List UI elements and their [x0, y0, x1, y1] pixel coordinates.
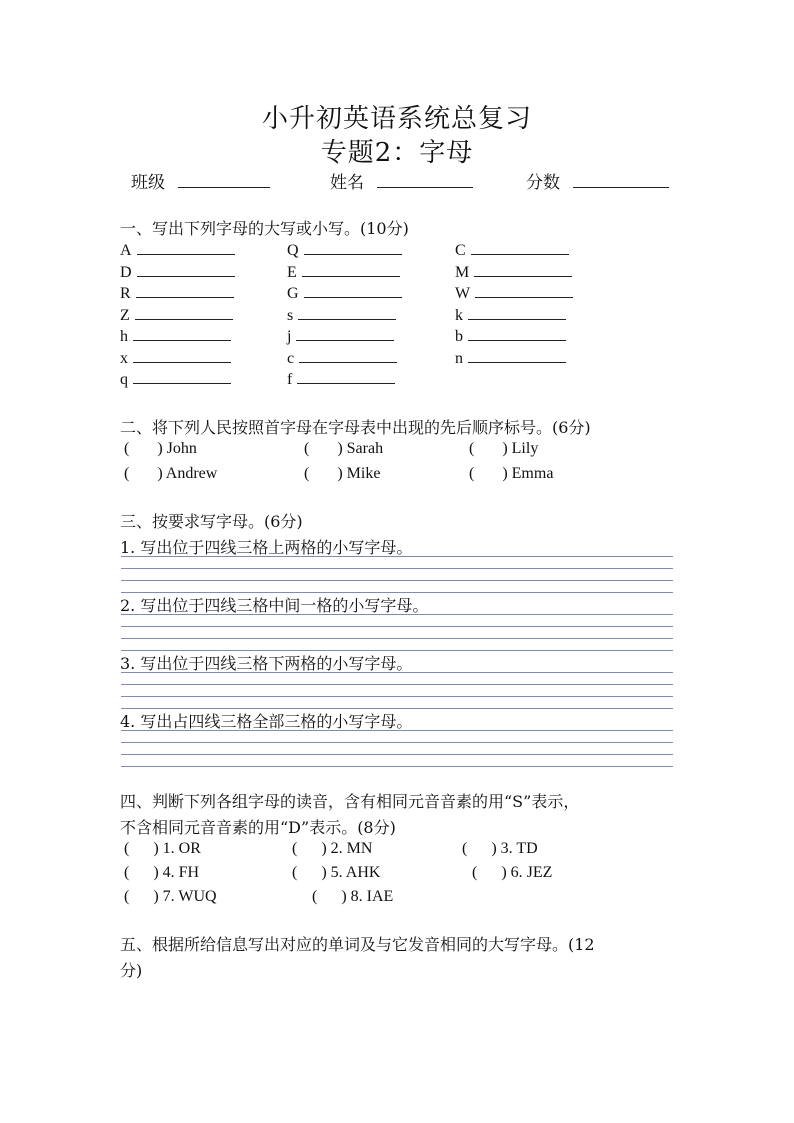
judge-item [124, 888, 217, 906]
judge-label: 6. JEZ [506, 864, 553, 881]
letter-item [120, 305, 233, 325]
judge-item [292, 840, 372, 858]
answer-blank[interactable] [133, 326, 231, 341]
answer-blank[interactable] [296, 326, 394, 341]
letter-label: A [120, 242, 132, 259]
letter-item [287, 240, 402, 260]
letter-item [287, 369, 395, 389]
class-field [131, 168, 270, 193]
letter-item [455, 326, 566, 346]
answer-blank[interactable] [298, 305, 396, 320]
answer-parentheses[interactable]: ( ) [312, 888, 347, 905]
section2-heading: 二、将下列人民按照首字母在字母表中出现的先后顺序标号。(6分) [120, 418, 591, 437]
letter-label: E [287, 263, 297, 281]
answer-parentheses[interactable]: ( ) [292, 840, 327, 857]
answer-blank[interactable] [471, 240, 569, 255]
answer-blank[interactable] [468, 348, 566, 363]
class-blank[interactable] [178, 175, 270, 188]
judge-label: 8. IAE [346, 888, 394, 905]
letter-label: q [120, 371, 128, 388]
letter-item [120, 326, 231, 346]
section4-heading-line2: 不含相同元音音素的用“D”表示。(8分) [120, 818, 396, 837]
name-item [304, 465, 380, 483]
name-item [304, 440, 383, 458]
answer-blank[interactable] [468, 326, 566, 341]
judge-item [292, 864, 380, 882]
answer-blank[interactable] [304, 283, 402, 298]
answer-blank[interactable] [133, 348, 231, 363]
section5-heading-line2: 分) [120, 961, 143, 980]
name-item [469, 465, 553, 483]
letter-item [455, 305, 566, 325]
letter-item [120, 348, 231, 368]
letter-label: D [120, 263, 132, 281]
letter-label: Z [120, 306, 130, 324]
letter-item [120, 262, 235, 282]
answer-blank[interactable] [136, 283, 234, 298]
letter-label: f [287, 371, 293, 388]
name-label: Andrew [162, 465, 218, 482]
name-label: Emma [507, 465, 554, 482]
answer-blank[interactable] [135, 305, 233, 320]
answer-parentheses[interactable]: ( ) [124, 840, 159, 857]
four-line-grid-4[interactable] [121, 730, 673, 778]
answer-blank[interactable] [133, 369, 231, 384]
score-field [526, 168, 669, 193]
answer-parentheses[interactable]: ( ) [124, 888, 159, 905]
answer-parentheses[interactable]: ( ) [469, 440, 508, 457]
letter-label: W [455, 285, 471, 302]
letter-item [287, 305, 396, 325]
letter-item [287, 348, 397, 368]
page-title: 小升初英语系统总复习 [261, 104, 532, 134]
section3-item-3: 3. 写出位于四线三格下两格的小写字母。 [120, 654, 413, 673]
judge-label: 3. TD [496, 840, 538, 857]
name-label: Sarah [342, 440, 384, 457]
letter-label: R [120, 285, 131, 302]
answer-blank[interactable] [137, 262, 235, 277]
letter-label: c [287, 349, 295, 367]
letter-label: j [287, 328, 292, 345]
answer-parentheses[interactable]: ( ) [292, 864, 327, 881]
letter-item [287, 283, 402, 303]
answer-blank[interactable] [474, 262, 572, 277]
letter-item [120, 369, 231, 389]
name-item [469, 440, 538, 458]
answer-blank[interactable] [299, 348, 397, 363]
name-item [124, 465, 217, 483]
letter-item [455, 283, 573, 303]
name-label: 姓名 [330, 173, 364, 193]
class-label: 班级 [131, 173, 165, 193]
judge-item [462, 840, 538, 858]
judge-item [472, 864, 552, 882]
letter-item [287, 326, 394, 346]
section4-heading-line1: 四、判断下列各组字母的读音，含有相同元音音素的用“S”表示， [120, 792, 580, 811]
judge-item [312, 888, 393, 906]
name-label: Mike [342, 465, 381, 482]
section3-heading: 三、按要求写字母。(6分) [120, 512, 303, 531]
answer-parentheses[interactable]: ( ) [124, 864, 159, 881]
judge-label: 2. MN [326, 840, 373, 857]
answer-parentheses[interactable]: ( ) [462, 840, 497, 857]
score-blank[interactable] [573, 175, 669, 188]
answer-blank[interactable] [468, 305, 566, 320]
letter-label: n [455, 349, 463, 367]
name-item [124, 440, 197, 458]
name-blank[interactable] [377, 175, 473, 188]
letter-label: h [120, 328, 128, 345]
judge-item [124, 840, 201, 858]
answer-parentheses[interactable]: ( ) [469, 465, 508, 482]
name-label: Lily [507, 440, 539, 457]
answer-parentheses[interactable]: ( ) [124, 465, 163, 482]
answer-blank[interactable] [304, 240, 402, 255]
letter-label: b [455, 328, 463, 345]
answer-parentheses[interactable]: ( ) [472, 864, 507, 881]
letter-item [120, 283, 234, 303]
judge-label: 7. WUQ [158, 888, 217, 905]
section3-item-1: 1. 写出位于四线三格上两格的小写字母。 [120, 538, 413, 557]
letter-label: M [455, 263, 470, 281]
judge-label: 4. FH [158, 864, 200, 881]
section3-item-4: 4. 写出占四线三格全部三格的小写字母。 [120, 712, 413, 731]
judge-label: 1. OR [158, 840, 201, 857]
answer-blank[interactable] [302, 262, 400, 277]
letter-item [120, 240, 235, 260]
name-field [330, 168, 473, 193]
letter-label: s [287, 306, 294, 324]
score-label: 分数 [526, 173, 560, 193]
answer-parentheses[interactable]: ( ) [124, 440, 163, 457]
section1-heading: 一、写出下列字母的大写或小写。(10分) [120, 219, 409, 238]
letter-label: Q [287, 242, 299, 259]
letter-item [455, 348, 566, 368]
page-subtitle: 专题2：字母 [320, 138, 474, 168]
judge-label: 5. AHK [326, 864, 381, 881]
answer-blank[interactable] [297, 369, 395, 384]
judge-item [124, 864, 199, 882]
section3-item-2: 2. 写出位于四线三格中间一格的小写字母。 [120, 596, 429, 615]
letter-label: k [455, 306, 463, 324]
letter-item [287, 262, 400, 282]
section5-heading-line1: 五、根据所给信息写出对应的单词及与它发音相同的大写字母。(12 [120, 935, 595, 954]
answer-blank[interactable] [475, 283, 573, 298]
answer-parentheses[interactable]: ( ) [304, 465, 343, 482]
answer-parentheses[interactable]: ( ) [304, 440, 343, 457]
letter-label: G [287, 285, 299, 302]
answer-blank[interactable] [137, 240, 235, 255]
name-label: John [162, 440, 197, 457]
letter-label: C [455, 242, 466, 259]
letter-item [455, 240, 569, 260]
letter-item [455, 262, 572, 282]
letter-label: x [120, 349, 128, 367]
